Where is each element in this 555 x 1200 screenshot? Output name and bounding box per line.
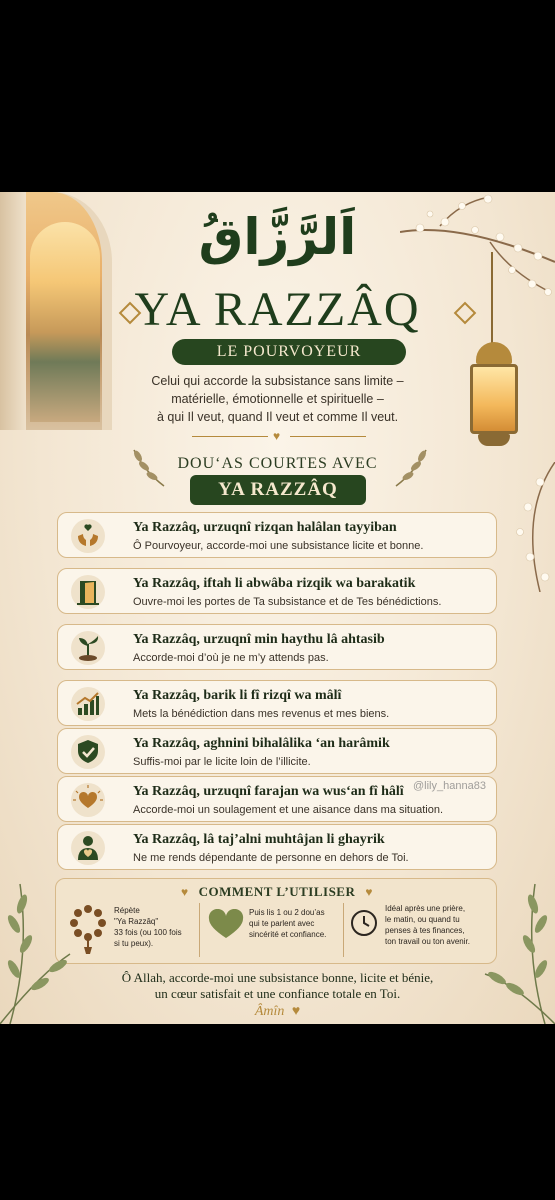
- usage-text-line: "Ya Razzâq": [114, 917, 159, 926]
- dua-transliteration: Ya Razzâq, urzuqnî rizqan halâlan tayyiban: [133, 520, 397, 535]
- section-title: DOU‘AS COURTES AVEC: [177, 455, 378, 472]
- person-heart-icon: [64, 829, 112, 867]
- description-line: Celui qui accorde la subsistance sans limite –: [151, 374, 404, 388]
- usage-step-2: [249, 907, 339, 940]
- usage-separator: [343, 903, 344, 957]
- usage-text-line: Puis lis 1 ou 2 dou’as: [249, 908, 325, 917]
- dua-card: [57, 568, 497, 614]
- dua-card: [57, 824, 497, 870]
- usage-text-line: ton travail ou ton avenir.: [385, 937, 470, 946]
- dua-transliteration: Ya Razzâq, lâ taj’alni muhtâjan li ghayrik: [133, 832, 385, 847]
- dua-transliteration: Ya Razzâq, barik li fî rizqî wa mâlî: [133, 688, 342, 703]
- clock-icon: [350, 909, 378, 937]
- open-door-icon: [64, 573, 112, 611]
- dua-card: [57, 512, 497, 558]
- usage-separator: [199, 903, 200, 957]
- dua-translation: Ne me rends dépendante de personne en dehors de Toi.: [133, 852, 409, 864]
- amin-signature: [0, 1004, 555, 1020]
- usage-step-1: [114, 905, 194, 949]
- sprout-icon: [64, 629, 112, 667]
- dua-transliteration: Ya Razzâq, aghnini bihalâlika ‘an harâmik: [133, 736, 390, 751]
- usage-text-line: le matin, ou quand tu: [385, 915, 460, 924]
- heart-small-icon: ♥: [365, 885, 373, 899]
- flower-branch-right-image: [500, 462, 555, 592]
- dua-translation: Ouvre-moi les portes de Ta subsistance et de Tes bénédictions.: [133, 596, 442, 608]
- hands-heart-icon: [64, 517, 112, 555]
- dua-card: [57, 624, 497, 670]
- laurel-right-icon: [392, 446, 436, 490]
- poster: [0, 192, 555, 1024]
- usage-text-line: si tu peux).: [114, 939, 154, 948]
- watermark: @lily_hanna83: [413, 780, 486, 792]
- divider-left: [192, 436, 268, 437]
- heart-amin-icon: ♥: [291, 1004, 301, 1019]
- dua-translation: Accorde-moi d’où je ne m’y attends pas.: [133, 652, 329, 664]
- usage-box: [55, 878, 497, 964]
- usage-text-line: sincérité et confiance.: [249, 930, 327, 939]
- subtitle-badge: LE POURVOYEUR: [172, 339, 406, 365]
- closing-line: un cœur satisfait et une confiance totale en Toi.: [154, 986, 401, 1001]
- radiant-heart-icon: [64, 781, 112, 819]
- usage-text-line: Répète: [114, 906, 140, 915]
- dua-translation: Mets la bénédiction dans mes revenus et mes biens.: [133, 708, 390, 720]
- amin-text: Âmîn: [254, 1004, 285, 1019]
- dua-translation: Ô Pourvoyeur, accorde-moi une subsistance licite et bonne.: [133, 540, 424, 552]
- usage-text-line: Idéal après une prière,: [385, 904, 466, 913]
- heart-small-icon: ♥: [181, 885, 189, 899]
- description-line: matérielle, émotionnelle et spirituelle –: [171, 392, 384, 406]
- usage-title-text: COMMENT L’UTILISER: [198, 884, 356, 899]
- leaves-right-image: [475, 874, 555, 1024]
- arabic-name: اَلرَّزَّاقُ: [198, 208, 357, 266]
- page-title: YA RAZZÂQ: [134, 283, 421, 336]
- usage-title: [56, 884, 498, 900]
- heart-divider-icon: ♥: [273, 429, 281, 443]
- usage-text-line: penses à tes finances,: [385, 926, 465, 935]
- dua-transliteration: Ya Razzâq, urzuqnî min haythu lâ ahtasib: [133, 632, 385, 647]
- lantern-image: [468, 342, 520, 446]
- closing-line: Ô Allah, accorde-moi une subsistance bonne, licite et bénie,: [121, 970, 434, 985]
- dua-card: [57, 680, 497, 726]
- shield-check-icon: [64, 733, 112, 771]
- description-line: à qui Il veut, quand Il veut et comme Il veut.: [156, 410, 399, 424]
- usage-text-line: qui te parlent avec: [249, 919, 315, 928]
- description: [110, 372, 445, 426]
- star-ornament-right-icon: [452, 300, 474, 322]
- dua-transliteration: Ya Razzâq, iftah li abwâba rizqik wa barakatik: [133, 576, 416, 591]
- dua-transliteration: Ya Razzâq, urzuqnî farajan wa wus‘an fî hâlî: [133, 784, 404, 799]
- growth-chart-icon: [64, 685, 112, 723]
- dua-translation: Suffis-moi par le licite loin de l’illicite.: [133, 756, 311, 768]
- usage-text-line: 33 fois (ou 100 fois: [114, 928, 182, 937]
- dua-translation: Accorde-moi un soulagement et une aisance dans ma situation.: [133, 804, 444, 816]
- section-badge: YA RAZZÂQ: [190, 475, 366, 505]
- leaves-left-image: [0, 874, 80, 1024]
- heart-large-icon: [208, 909, 244, 939]
- divider-right: [290, 436, 366, 437]
- dua-card: [57, 728, 497, 774]
- closing-prayer: [0, 970, 555, 1002]
